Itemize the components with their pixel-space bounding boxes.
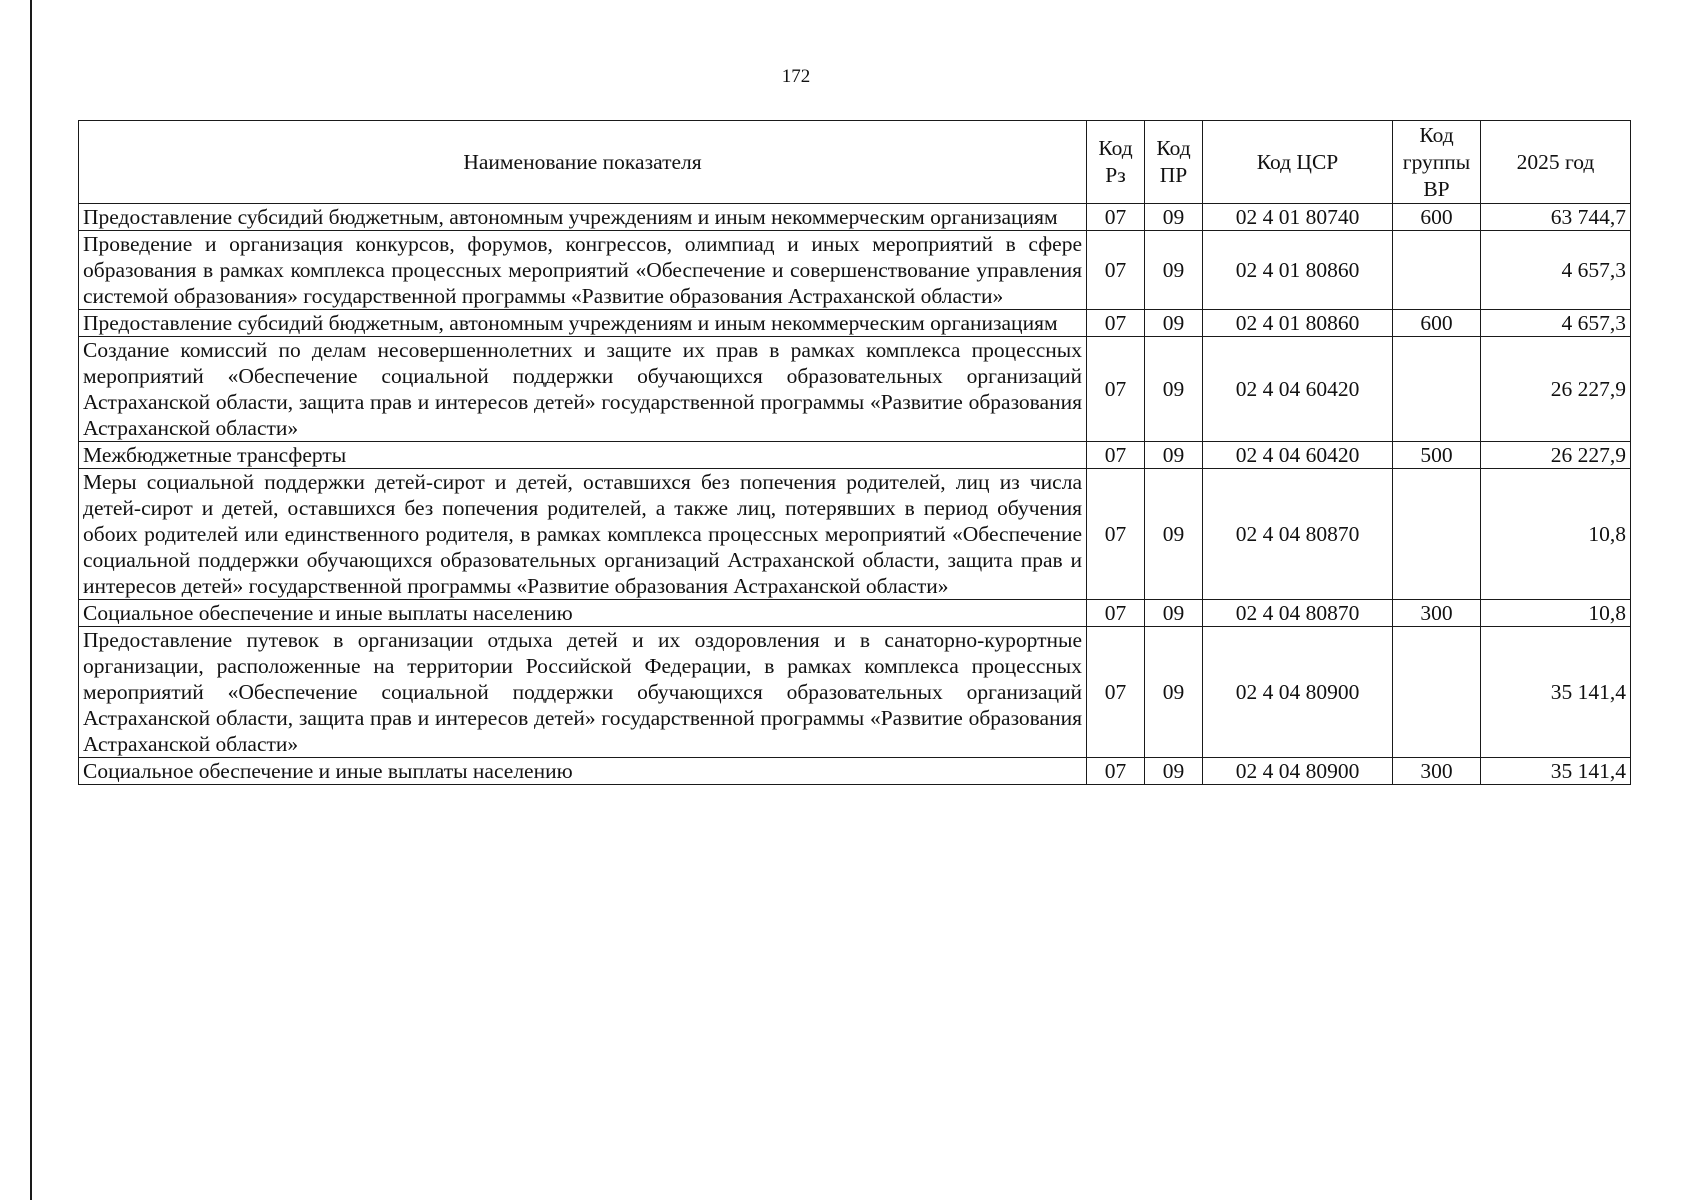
row-rz: 07: [1087, 627, 1145, 758]
header-csr: Код ЦСР: [1203, 121, 1393, 204]
page-number: [0, 66, 1697, 88]
row-csr: 02 4 01 80860: [1203, 231, 1393, 310]
row-amount: 4 657,3: [1481, 231, 1631, 310]
header-name: Наименование показателя: [79, 121, 1087, 204]
row-pr: 09: [1145, 758, 1203, 785]
row-rz: 07: [1087, 758, 1145, 785]
row-csr: 02 4 04 60420: [1203, 442, 1393, 469]
row-name: Предоставление путевок в организации отдыха детей и их оздоровления и в санаторно-курортные организации, расположенные на территории Российской Федерации, в рамках комплекса процессных мероприятий «Обеспечение социальной поддержки обучающихся образовательных организаций Астраханской области, защита прав и интересов детей» государственной программы «Развитие образования Астраханской области»: [79, 627, 1087, 758]
budget-table: [78, 120, 1631, 785]
row-vr: [1393, 627, 1481, 758]
row-csr: 02 4 04 80900: [1203, 627, 1393, 758]
row-pr: 09: [1145, 310, 1203, 337]
row-name: Меры социальной поддержки детей-сирот и детей, оставшихся без попечения родителей, лиц из числа детей-сирот и детей, оставшихся без попечения родителей, а также лиц, потерявших в период обучения обоих родителей или единственного родителя, в рамках комплекса процессных мероприятий «Обеспечение социальной поддержки обучающихся образовательных организаций Астраханской области, защита прав и интересов детей» государственной программы «Развитие образования Астраханской области»: [79, 469, 1087, 600]
row-vr: [1393, 231, 1481, 310]
row-csr: 02 4 01 80740: [1203, 204, 1393, 231]
row-csr: 02 4 04 60420: [1203, 337, 1393, 442]
row-rz: 07: [1087, 310, 1145, 337]
row-pr: 09: [1145, 231, 1203, 310]
row-pr: 09: [1145, 600, 1203, 627]
header-year: 2025 год: [1481, 121, 1631, 204]
binding-margin-line: [30, 0, 32, 1200]
header-pr: Код ПР: [1145, 121, 1203, 204]
row-rz: 07: [1087, 600, 1145, 627]
header-vr: Код группы ВР: [1393, 121, 1481, 204]
row-rz: 07: [1087, 337, 1145, 442]
row-vr: 600: [1393, 204, 1481, 231]
row-name: Социальное обеспечение и иные выплаты населению: [79, 758, 1087, 785]
row-rz: 07: [1087, 231, 1145, 310]
row-name: Проведение и организация конкурсов, форумов, конгрессов, олимпиад и иных мероприятий в сфере образования в рамках комплекса процессных мероприятий «Обеспечение и совершенствование управления системой образования» государственной программы «Развитие образования Астраханской области»: [79, 231, 1087, 310]
table-row: [79, 442, 1631, 469]
row-pr: 09: [1145, 469, 1203, 600]
row-vr: [1393, 469, 1481, 600]
row-csr: 02 4 04 80870: [1203, 469, 1393, 600]
row-csr: 02 4 04 80900: [1203, 758, 1393, 785]
header-rz: Код Рз: [1087, 121, 1145, 204]
row-amount: 4 657,3: [1481, 310, 1631, 337]
table-row: [79, 758, 1631, 785]
row-amount: 26 227,9: [1481, 337, 1631, 442]
row-amount: 10,8: [1481, 469, 1631, 600]
row-rz: 07: [1087, 469, 1145, 600]
table-row: [79, 337, 1631, 442]
row-amount: 35 141,4: [1481, 627, 1631, 758]
page-number-text: 172: [781, 66, 811, 87]
table-row: [79, 204, 1631, 231]
table-row: [79, 310, 1631, 337]
row-vr: 300: [1393, 600, 1481, 627]
row-name: Межбюджетные трансферты: [79, 442, 1087, 469]
table-row: [79, 600, 1631, 627]
table-row: [79, 231, 1631, 310]
row-name: Социальное обеспечение и иные выплаты населению: [79, 600, 1087, 627]
row-rz: 07: [1087, 204, 1145, 231]
table-header: [79, 121, 1631, 204]
row-amount: 35 141,4: [1481, 758, 1631, 785]
row-vr: 500: [1393, 442, 1481, 469]
table-body: [79, 204, 1631, 785]
row-rz: 07: [1087, 442, 1145, 469]
row-pr: 09: [1145, 337, 1203, 442]
row-csr: 02 4 01 80860: [1203, 310, 1393, 337]
row-name: Предоставление субсидий бюджетным, автономным учреждениям и иным некоммерческим организациям: [79, 310, 1087, 337]
header-row: [79, 121, 1631, 204]
row-pr: 09: [1145, 627, 1203, 758]
row-vr: 300: [1393, 758, 1481, 785]
row-amount: 26 227,9: [1481, 442, 1631, 469]
row-csr: 02 4 04 80870: [1203, 600, 1393, 627]
row-pr: 09: [1145, 204, 1203, 231]
row-amount: 63 744,7: [1481, 204, 1631, 231]
table-row: [79, 627, 1631, 758]
row-vr: [1393, 337, 1481, 442]
row-amount: 10,8: [1481, 600, 1631, 627]
row-pr: 09: [1145, 442, 1203, 469]
row-name: Предоставление субсидий бюджетным, автономным учреждениям и иным некоммерческим организациям: [79, 204, 1087, 231]
table-row: [79, 469, 1631, 600]
row-vr: 600: [1393, 310, 1481, 337]
row-name: Создание комиссий по делам несовершеннолетних и защите их прав в рамках комплекса процессных мероприятий «Обеспечение социальной поддержки обучающихся образовательных организаций Астраханской области, защита прав и интересов детей» государственной программы «Развитие образования Астраханской области»: [79, 337, 1087, 442]
